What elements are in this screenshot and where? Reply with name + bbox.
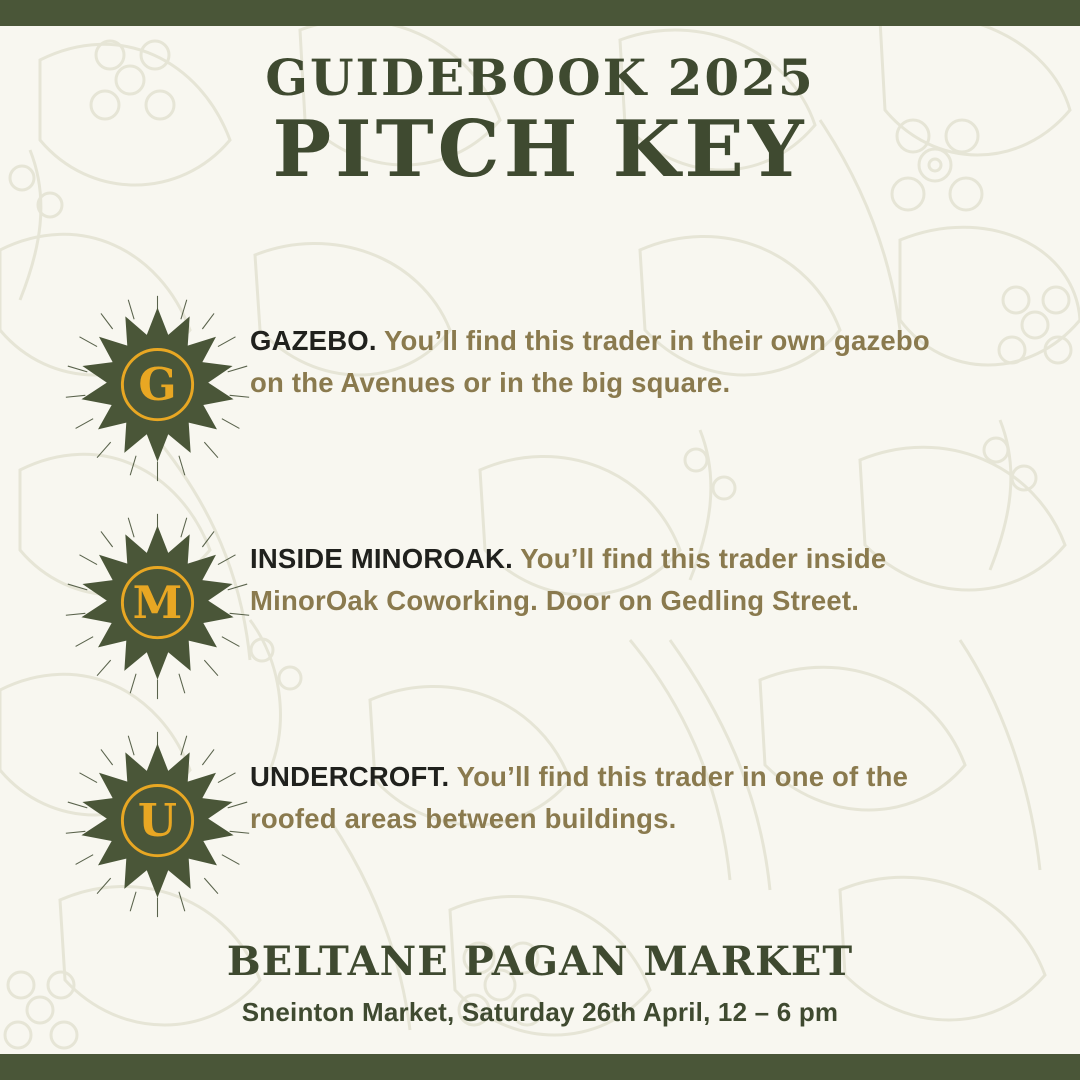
- sunburst-badge-m: [60, 508, 255, 703]
- badge-container: [0, 500, 250, 718]
- event-title: BELTANE PAGAN MARKET: [226, 938, 854, 985]
- key-term-minoroak: INSIDE MINOROAK.: [250, 543, 521, 574]
- sunburst-badge-u: [60, 726, 255, 921]
- title-block: [0, 48, 1080, 195]
- page-title-line1: GUIDEBOOK 2025: [265, 48, 815, 107]
- list-item: [0, 718, 1080, 936]
- page-title-line2: PITCH KEY: [272, 103, 808, 195]
- sunburst-badge-g: [60, 290, 255, 485]
- badge-letter-m: M: [132, 576, 183, 630]
- key-description-minoroak: [250, 500, 1080, 622]
- badge-container: [0, 282, 250, 500]
- footer: [0, 938, 1080, 1028]
- top-bar: [0, 0, 1080, 26]
- key-text-gazebo: You’ll find this trader in their own gazebo on the Avenues or in the big square.: [250, 325, 930, 398]
- list-item: [0, 282, 1080, 500]
- key-description-undercroft: [250, 718, 1080, 840]
- event-details: Sneinton Market, Saturday 26th April, 12 – 6 pm: [241, 997, 839, 1027]
- key-term-gazebo: GAZEBO.: [250, 325, 385, 356]
- bottom-bar: [0, 1054, 1080, 1080]
- key-description-gazebo: [250, 282, 1080, 404]
- badge-container: [0, 718, 250, 936]
- badge-letter-g: G: [138, 358, 177, 412]
- key-text-minoroak: You’ll find this trader inside MinorOak Coworking. Door on Gedling Street.: [250, 543, 887, 616]
- pitch-key-list: [0, 282, 1080, 936]
- key-text-undercroft: You’ll find this trader in one of the roofed areas between buildings.: [250, 761, 909, 834]
- key-term-undercroft: UNDERCROFT.: [250, 761, 457, 792]
- list-item: [0, 500, 1080, 718]
- badge-letter-u: U: [137, 794, 178, 848]
